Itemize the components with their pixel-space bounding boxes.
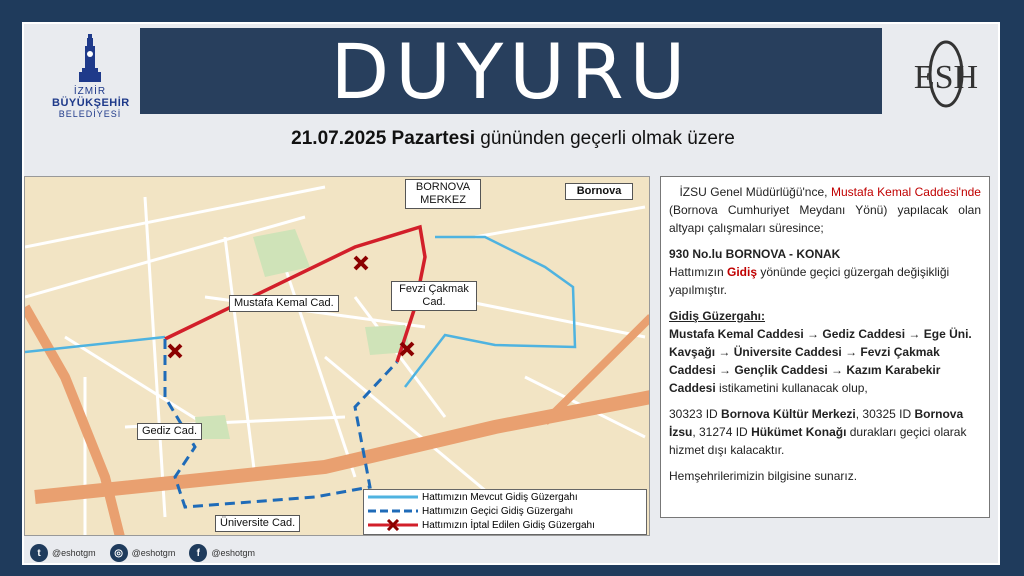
svg-text:ESH: ESH: [913, 59, 979, 96]
map-legend: [363, 489, 647, 535]
effective-date: 21.07.2025 Pazartesi: [291, 128, 475, 149]
route-paragraph: Gidiş Güzergahı: Mustafa Kemal Caddesi → Gediz Caddesi → Ege Üni. Kavşağı → Üniversite Caddesi → Fevzi Çakmak Caddesi → Gençlik Caddesi → Kazım Karabekir Caddesi istikametini kullanacak olup,: [669, 309, 972, 395]
instagram-icon: ◎: [110, 544, 128, 562]
effective-date-suffix: gününden geçerli olmak üzere: [474, 128, 735, 149]
map-label-universite: Üniversite Cad.: [215, 515, 300, 532]
title-banner: [140, 28, 882, 114]
stops-paragraph: 30323 ID Bornova Kültür Merkezi, 30325 ID Bornova İzsu, 31274 ID Hükümet Konağı durakları geçici olarak hizmet dışı kalacaktır.: [669, 407, 967, 457]
legend-temporary: Hattımızın Geçici Gidiş Güzergahı: [422, 505, 574, 517]
closing-text: Hemşehrilerimizin bilgisine sunarız.: [669, 469, 858, 483]
twitter-link[interactable]: t @eshotgm: [30, 544, 96, 562]
twitter-icon: t: [30, 544, 48, 562]
izmir-logo-line2: BÜYÜKŞEHİR: [52, 97, 130, 109]
social-footer: [30, 544, 255, 562]
izmir-logo-line3: BELEDİYESİ: [58, 109, 122, 119]
intro-paragraph: İZSU Genel Müdürlüğü'nce, Mustafa Kemal Caddesi'nde (Bornova Cumhuriyet Meydanı Yönü) yapılacak olan altyapı çalışmaları süresince;: [669, 185, 981, 235]
announcement-card: [22, 22, 1000, 565]
legend-current: Hattımızın Mevcut Gidiş Güzergahı: [422, 491, 578, 503]
line-title: 930 No.lu BORNOVA - KONAK: [669, 247, 841, 261]
izmir-logo: [52, 34, 128, 134]
facebook-icon: f: [189, 544, 207, 562]
legend-cancelled: Hattımızın İptal Edilen Gidiş Güzergahı: [364, 518, 646, 532]
route-list: Mustafa Kemal Caddesi → Gediz Caddesi → Ege Üni. Kavşağı → Üniversite Caddesi → Fevzi Çakmak Caddesi → Gençlik Caddesi → Kazım Karabekir Caddesi: [669, 327, 972, 395]
line-change-paragraph: 930 No.lu BORNOVA - KONAK Hattımızın Gidiş yönünde geçici güzergah değişikliği yapılmıştır.: [669, 247, 950, 297]
instagram-link[interactable]: ◎ @eshotgm: [110, 544, 176, 562]
effective-date-line: [24, 128, 1002, 150]
info-panel: [660, 176, 990, 518]
map-label-mustafa-kemal: Mustafa Kemal Cad.: [229, 295, 339, 312]
route-title: Gidiş Güzergahı:: [669, 309, 766, 323]
map-canvas: [25, 177, 650, 536]
route-map[interactable]: [24, 176, 650, 536]
map-label-fevzi-cakmak: Fevzi Çakmak Cad.: [391, 281, 477, 311]
eshot-logo: [908, 32, 984, 116]
izmir-logo-line1: İZMİR: [73, 86, 107, 97]
map-label-bornova: Bornova: [565, 183, 633, 200]
clock-tower-icon: [75, 34, 105, 84]
page-title: DUYURU: [330, 26, 692, 116]
facebook-link[interactable]: f @eshotgm: [189, 544, 255, 562]
map-label-gediz: Gediz Cad.: [137, 423, 202, 440]
map-label-bornova-merkez: BORNOVA MERKEZ: [405, 179, 481, 209]
